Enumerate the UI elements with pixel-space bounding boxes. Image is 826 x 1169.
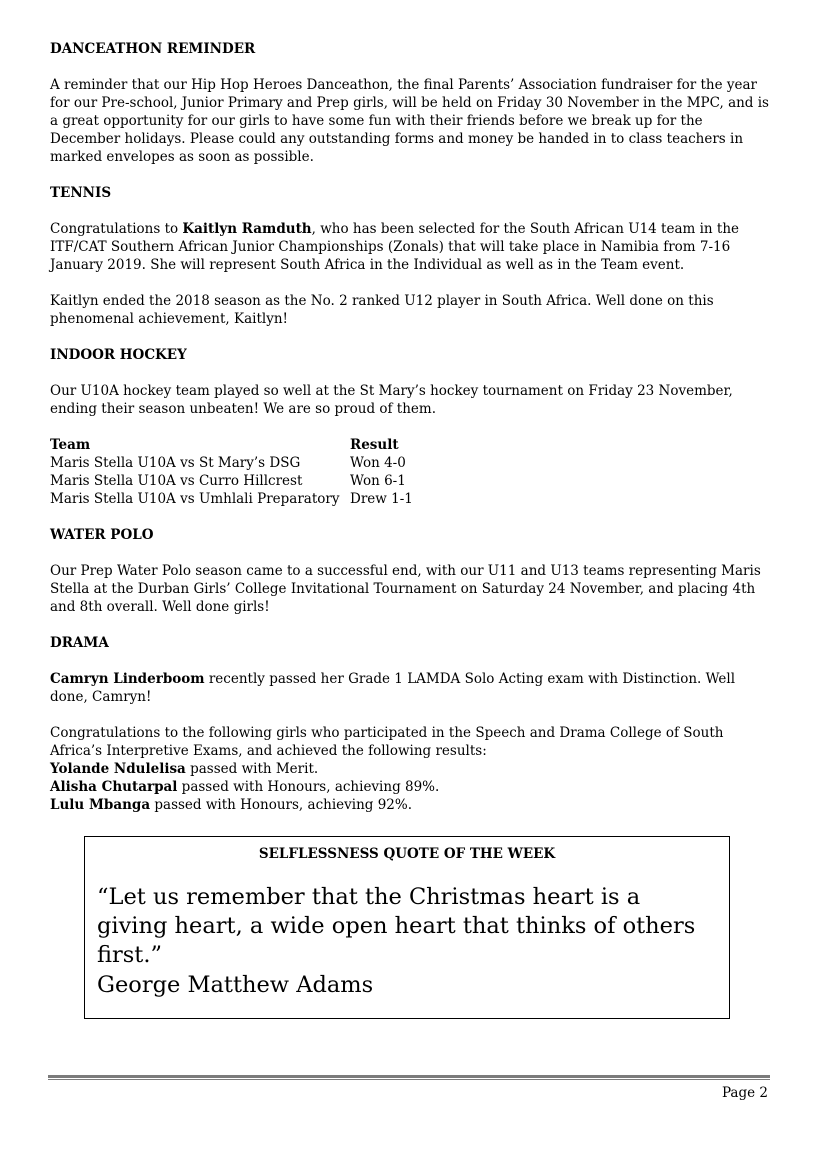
tennis-player-name: Kaitlyn Ramduth bbox=[182, 221, 312, 237]
hockey-heading: INDOOR HOCKEY bbox=[50, 347, 187, 363]
student-name: Yolande Ndulelisa bbox=[50, 761, 186, 777]
result-cell: Won 4-0 bbox=[350, 455, 406, 471]
newsletter-page bbox=[50, 40, 775, 814]
hockey-body: Our U10A hockey team played so well at the St Mary’s hockey tournament on Friday 23 November, ending their season unbeaten! We are so proud of them. bbox=[50, 383, 733, 417]
student-result: passed with Honours, achieving 92%. bbox=[150, 797, 412, 813]
result-column-header: Result bbox=[350, 437, 399, 453]
danceathon-section bbox=[50, 40, 775, 166]
student-result: passed with Merit. bbox=[185, 761, 319, 777]
team-cell: Maris Stella U10A vs Umhlali Preparatory bbox=[50, 491, 340, 507]
tennis-p1-suffix: , who has been selected for the South African U14 team in the ITF/CAT Southern African Junior Championships (Zonals) that will take place in Namibia from 7-16 January 2019. She will represent South Africa in the Individual as well as in the Team event. bbox=[50, 221, 740, 273]
danceathon-heading: DANCEATHON REMINDER bbox=[50, 41, 256, 57]
quote-text: “Let us remember that the Christmas heart is a giving heart, a wide open heart that thinks of others first.” bbox=[97, 884, 696, 968]
footer-divider bbox=[48, 1075, 770, 1080]
drama-p1-suffix: recently passed her Grade 1 LAMDA Solo Acting exam with Distinction. Well done, Camryn! bbox=[50, 671, 736, 705]
table-header-row bbox=[50, 436, 430, 454]
table-row bbox=[50, 454, 430, 472]
hockey-results-table bbox=[50, 436, 430, 508]
result-cell: Won 6-1 bbox=[350, 473, 406, 489]
tennis-heading: TENNIS bbox=[50, 185, 112, 201]
hockey-section bbox=[50, 346, 775, 508]
waterpolo-body: Our Prep Water Polo season came to a successful end, with our U11 and U13 teams representing Maris Stella at the Durban Girls’ College Invitational Tournament on Saturday 24 November, and placing 4th and 8th overall. Well done girls! bbox=[50, 563, 761, 615]
page-number: Page 2 bbox=[721, 1085, 768, 1101]
team-column-header: Team bbox=[50, 437, 91, 453]
student-result: passed with Honours, achieving 89%. bbox=[177, 779, 440, 795]
tennis-paragraph-2: Kaitlyn ended the 2018 season as the No. 2 ranked U12 player in South Africa. Well done on this phenomenal achievement, Kaitlyn! bbox=[50, 293, 714, 327]
quote-box bbox=[84, 836, 730, 1019]
team-cell: Maris Stella U10A vs Curro Hillcrest bbox=[50, 473, 303, 489]
tennis-section bbox=[50, 184, 775, 328]
waterpolo-heading: WATER POLO bbox=[50, 527, 154, 543]
tennis-paragraph-1 bbox=[50, 220, 775, 274]
waterpolo-section bbox=[50, 526, 775, 616]
table-row bbox=[50, 490, 430, 508]
list-item bbox=[50, 778, 775, 796]
drama-heading: DRAMA bbox=[50, 635, 109, 651]
drama-student-name: Camryn Linderboom bbox=[50, 671, 205, 687]
student-name: Alisha Chutarpal bbox=[50, 779, 178, 795]
team-cell: Maris Stella U10A vs St Mary’s DSG bbox=[50, 455, 301, 471]
student-name: Lulu Mbanga bbox=[50, 797, 151, 813]
list-item bbox=[50, 760, 775, 778]
quote-title: SELFLESSNESS QUOTE OF THE WEEK bbox=[258, 846, 556, 862]
result-cell: Drew 1-1 bbox=[350, 491, 413, 507]
table-row bbox=[50, 472, 430, 490]
tennis-p1-prefix: Congratulations to bbox=[50, 221, 183, 237]
drama-section bbox=[50, 634, 775, 814]
drama-intro: Congratulations to the following girls who participated in the Speech and Drama College of South Africa’s Interpretive Exams, and achieved the following results: bbox=[50, 725, 724, 759]
quote-author: George Matthew Adams bbox=[97, 972, 374, 998]
drama-paragraph-2 bbox=[50, 724, 775, 814]
danceathon-body: A reminder that our Hip Hop Heroes Danceathon, the final Parents’ Association fundraiser for the year for our Pre-school, Junior Primary and Prep girls, will be held on Friday 30 November in the MPC, and is a great opportunity for our girls to have some fun with their friends before we break up for the December holidays. Please could any outstanding forms and money be handed in to class teachers in marked envelopes as soon as possible. bbox=[50, 77, 769, 165]
list-item bbox=[50, 796, 775, 814]
drama-paragraph-1 bbox=[50, 670, 775, 706]
